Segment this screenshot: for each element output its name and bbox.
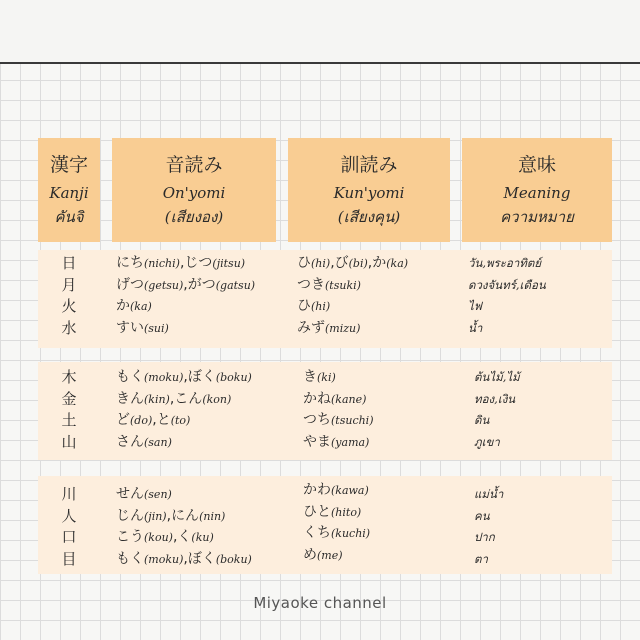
kanji-char: 山 xyxy=(61,432,77,451)
group-3-kanji-list xyxy=(38,484,100,570)
kunyomi-entry: やま(yama) xyxy=(303,433,370,450)
group-2-kanji-list xyxy=(38,367,100,453)
kanji-char: 人 xyxy=(61,506,77,525)
group-3-kunyomi-list xyxy=(303,480,370,566)
onyomi-entry: さん(san) xyxy=(116,433,172,450)
header-kunyomi-romaji: Kun'yomi xyxy=(333,184,405,202)
meaning-entry: ดวงจันทร์,เดือน xyxy=(468,277,546,292)
header-kanji-romaji: Kanji xyxy=(49,184,89,202)
group-3-onyomi-list xyxy=(116,484,252,570)
onyomi-entry: きん(kin),こん(kon) xyxy=(116,390,232,407)
onyomi-entry: こう(kou),く(ku) xyxy=(116,529,214,545)
kunyomi-entry: つち(tsuchi) xyxy=(303,412,374,428)
header-kunyomi-title: 訓読み xyxy=(340,154,398,176)
kunyomi-entry: かね(kane) xyxy=(303,390,367,407)
header-kanji xyxy=(38,138,100,242)
header-meaning-romaji: Meaning xyxy=(503,184,571,202)
onyomi-entry: にち(nichi),じつ(jitsu) xyxy=(116,255,246,271)
kanji-char: 川 xyxy=(61,485,77,503)
kanji-char: 土 xyxy=(61,411,77,429)
meaning-entry: ภูเขา xyxy=(474,434,500,449)
kanji-char: 月 xyxy=(61,275,77,294)
kanji-char: 木 xyxy=(61,368,77,386)
meaning-entry: ทอง,เงิน xyxy=(474,391,516,406)
kanji-char: 日 xyxy=(61,254,77,272)
group-1-meaning-list xyxy=(468,253,546,339)
header-onyomi-romaji: On'yomi xyxy=(162,184,226,202)
meaning-entry: วัน,พระอาทิตย์ xyxy=(468,256,542,270)
meaning-entry: ปาก xyxy=(474,530,495,544)
top-band xyxy=(0,0,640,62)
kanji-char: 水 xyxy=(61,318,77,337)
top-rule xyxy=(0,62,640,64)
group-2-kunyomi-list xyxy=(303,367,374,453)
header-kanji-title: 漢字 xyxy=(49,154,88,176)
group-1-kunyomi-list xyxy=(297,253,408,339)
header-onyomi-title: 音読み xyxy=(165,154,223,176)
header-kunyomi xyxy=(288,138,450,242)
kunyomi-entry: ひと(hito) xyxy=(303,503,362,520)
group-1-kanji-list xyxy=(38,253,100,339)
kanji-char: 口 xyxy=(61,528,77,546)
kunyomi-entry: ひ(hi),び(bi),か(ka) xyxy=(297,255,409,271)
kanji-char: 金 xyxy=(61,389,77,408)
onyomi-entry: せん(sen) xyxy=(116,486,172,502)
meaning-entry: น้ำ xyxy=(468,320,483,335)
kunyomi-entry: ひ(hi) xyxy=(297,298,331,314)
group-1-onyomi-list xyxy=(116,253,255,339)
kanji-char: 火 xyxy=(61,297,77,315)
meaning-entry: แม่น้ำ xyxy=(474,487,504,501)
kanji-char: 目 xyxy=(61,549,77,568)
onyomi-entry: げつ(getsu),がつ(gatsu) xyxy=(116,276,256,293)
meaning-entry: คน xyxy=(474,508,490,523)
header-onyomi xyxy=(112,138,276,242)
kunyomi-entry: き(ki) xyxy=(303,369,336,385)
group-2-meaning-list xyxy=(474,367,520,453)
header-kunyomi-thai: (เสียงคุน) xyxy=(337,208,401,226)
meaning-entry: ไฟ xyxy=(468,299,482,313)
meaning-entry: ตา xyxy=(474,551,488,566)
kunyomi-entry: かわ(kawa) xyxy=(303,482,369,498)
onyomi-entry: もく(moku),ぼく(boku) xyxy=(116,369,252,385)
header-meaning-title: 意味 xyxy=(517,154,556,176)
group-2-onyomi-list xyxy=(116,367,252,453)
onyomi-entry: すい(sui) xyxy=(116,319,169,336)
onyomi-entry: ど(do),と(to) xyxy=(116,412,191,428)
meaning-entry: ต้นไม้,ไม้ xyxy=(474,370,520,384)
onyomi-entry: じん(jin),にん(nin) xyxy=(116,507,226,524)
onyomi-entry: もく(moku),ぼく(boku) xyxy=(116,550,252,567)
meaning-entry: ดิน xyxy=(474,413,490,427)
onyomi-entry: か(ka) xyxy=(116,298,152,314)
header-meaning-thai: ความหมาย xyxy=(500,208,574,226)
kunyomi-entry: みず(mizu) xyxy=(297,319,361,336)
kunyomi-entry: つき(tsuki) xyxy=(297,276,361,293)
kunyomi-entry: め(me) xyxy=(303,546,343,563)
header-meaning xyxy=(462,138,612,242)
header-onyomi-thai: (เสียงอง) xyxy=(164,208,224,226)
kunyomi-entry: くち(kuchi) xyxy=(303,525,371,541)
header-kanji-thai: คันจิ xyxy=(54,208,84,226)
channel-credit: Miyaoke channel xyxy=(253,594,387,612)
group-3-meaning-list xyxy=(474,484,503,570)
